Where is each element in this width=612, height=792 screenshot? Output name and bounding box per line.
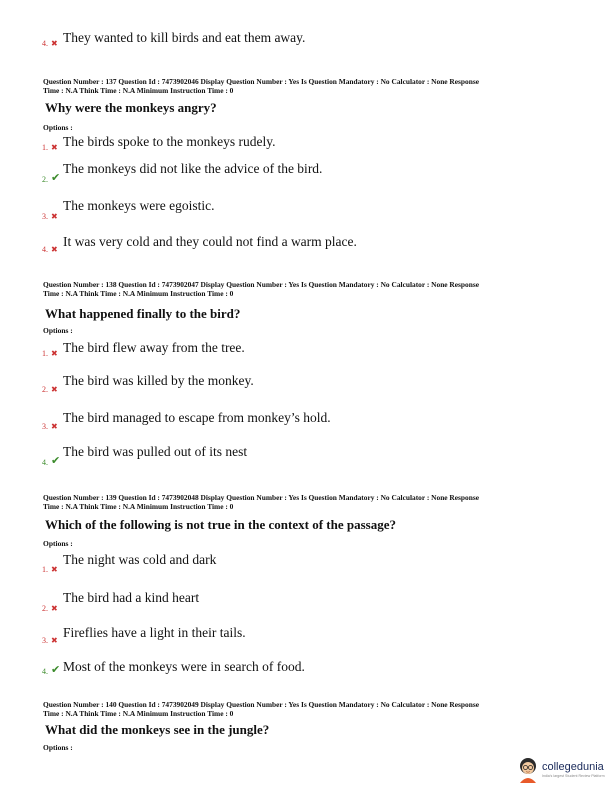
option-text: The bird flew away from the tree. — [63, 340, 245, 355]
option-number: 4. — [42, 38, 48, 48]
wrong-mark-icon: ✖ — [51, 38, 58, 48]
question-text: What did the monkeys see in the jungle? — [45, 722, 270, 737]
check-mark-icon: ✔ — [51, 454, 61, 467]
option-row — [42, 134, 276, 152]
check-mark-icon: ✔ — [51, 171, 61, 184]
option-row — [42, 444, 248, 467]
option-number: 4. — [42, 244, 48, 254]
question-text: Which of the following is not true in the context of the passage? — [45, 517, 396, 532]
options-label: Options : — [43, 326, 73, 335]
option-row — [42, 410, 331, 431]
option-number: 2. — [42, 174, 48, 184]
option-text: The bird was pulled out of its nest — [63, 444, 248, 459]
option-number: 4. — [42, 457, 48, 467]
option-row — [42, 340, 245, 358]
option-text: The monkeys were egoistic. — [63, 198, 215, 213]
wrong-mark-icon: ✖ — [51, 384, 58, 394]
mascot-icon — [517, 757, 539, 783]
option-row — [42, 234, 357, 254]
wrong-mark-icon: ✖ — [51, 564, 58, 574]
option-number: 2. — [42, 603, 48, 613]
wrong-mark-icon: ✖ — [51, 244, 58, 254]
option-number: 2. — [42, 384, 48, 394]
wrong-mark-icon: ✖ — [51, 211, 58, 221]
wrong-mark-icon: ✖ — [51, 603, 58, 613]
options-label: Options : — [43, 539, 73, 548]
option-number: 1. — [42, 564, 48, 574]
option-number: 1. — [42, 348, 48, 358]
option-text: The bird was killed by the monkey. — [63, 373, 254, 388]
option-text: Fireflies have a light in their tails. — [63, 625, 246, 640]
wrong-mark-icon: ✖ — [51, 348, 58, 358]
option-row — [42, 625, 246, 645]
option-text: The bird managed to escape from monkey’s hold. — [63, 410, 331, 425]
option-row — [42, 659, 305, 676]
question-text: What happened finally to the bird? — [45, 306, 241, 321]
option-text: The monkeys did not like the advice of the bird. — [63, 161, 323, 176]
option-number: 3. — [42, 211, 48, 221]
question-text: Why were the monkeys angry? — [45, 100, 217, 115]
option-text: The bird had a kind heart — [63, 590, 200, 605]
option-text: The birds spoke to the monkeys rudely. — [63, 134, 276, 149]
option-number: 3. — [42, 635, 48, 645]
brand-name: collegedunia — [542, 760, 604, 773]
option-row — [42, 590, 200, 613]
option-text: Most of the monkeys were in search of food. — [63, 659, 305, 674]
question-meta: Question Number : 139 Question Id : 7473902048 Display Question Number : Yes Is Question Mandatory : No Calculator : None Response Time : N.A Think Time : N.A Minimum Instruction Time : 0 — [43, 493, 479, 511]
option-row — [42, 161, 323, 184]
question-meta: Question Number : 138 Question Id : 7473902047 Display Question Number : Yes Is Question Mandatory : No Calculator : None Response Time : N.A Think Time : N.A Minimum Instruction Time : 0 — [43, 280, 479, 298]
wrong-mark-icon: ✖ — [51, 635, 58, 645]
brand-logo[interactable] — [517, 757, 605, 783]
options-label: Options : — [43, 743, 73, 752]
option-row — [42, 373, 254, 394]
option-row — [42, 552, 217, 574]
question-meta: Question Number : 137 Question Id : 7473902046 Display Question Number : Yes Is Question Mandatory : No Calculator : None Response Time : N.A Think Time : N.A Minimum Instruction Time : 0 — [43, 77, 479, 95]
wrong-mark-icon: ✖ — [51, 421, 58, 431]
options-label: Options : — [43, 123, 73, 132]
option-text: They wanted to kill birds and eat them away. — [63, 30, 306, 45]
option-number: 1. — [42, 142, 48, 152]
option-number: 3. — [42, 421, 48, 431]
brand-tagline: India's largest Student Review Platform — [542, 773, 605, 778]
option-text: The night was cold and dark — [63, 552, 217, 567]
check-mark-icon: ✔ — [51, 663, 61, 676]
option-text: It was very cold and they could not find a warm place. — [63, 234, 357, 249]
wrong-mark-icon: ✖ — [51, 142, 58, 152]
option-row — [42, 30, 306, 48]
option-row — [42, 198, 215, 221]
question-meta: Question Number : 140 Question Id : 7473902049 Display Question Number : Yes Is Question Mandatory : No Calculator : None Response Time : N.A Think Time : N.A Minimum Instruction Time : 0 — [43, 700, 479, 718]
option-number: 4. — [42, 666, 48, 676]
